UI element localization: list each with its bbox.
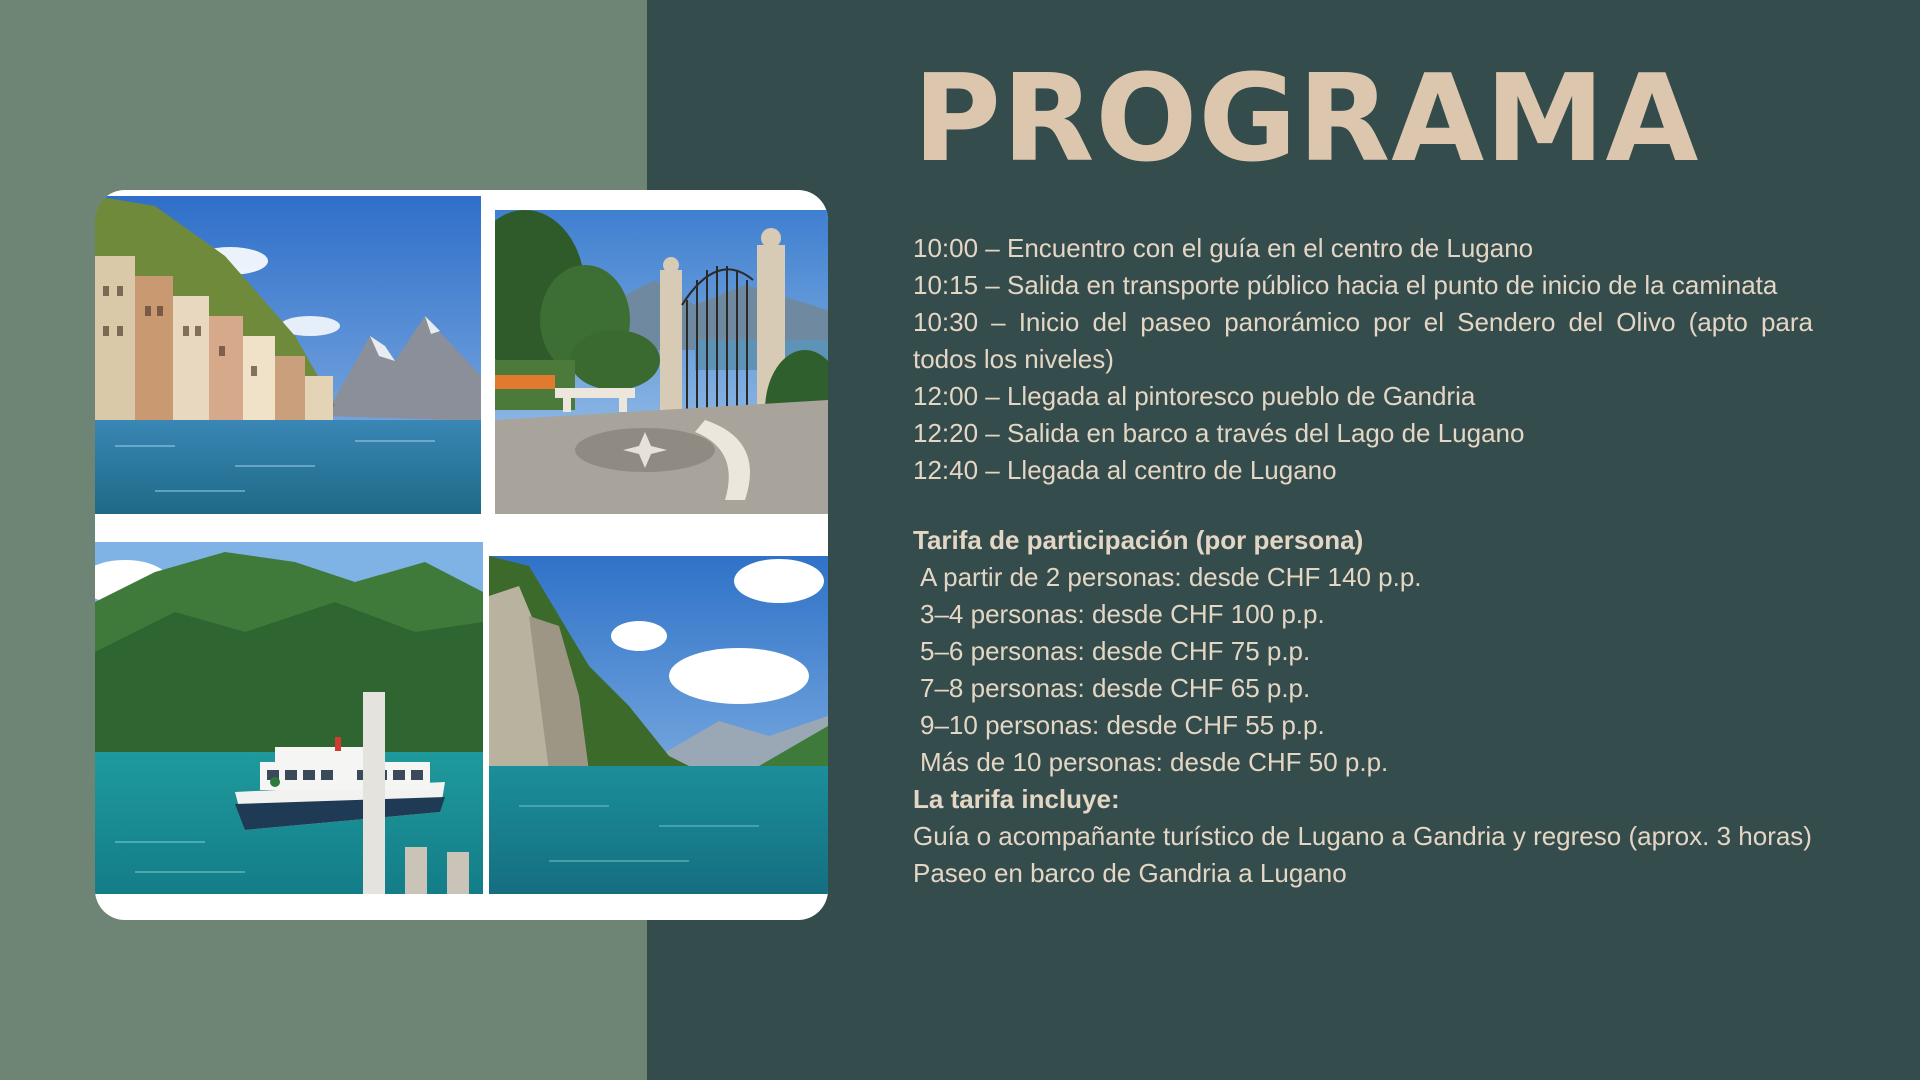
includes-item: Paseo en barco de Gandria a Lugano: [913, 858, 1347, 888]
price-item: 9–10 personas: desde CHF 55 p.p.: [920, 710, 1325, 740]
schedule-item: 12:40 – Llegada al centro de Lugano: [913, 455, 1337, 485]
schedule-item: 10:00 – Encuentro con el guía en el centro de Lugano: [913, 233, 1534, 263]
schedule-list: [913, 230, 1813, 489]
photo-cliff-lake: [489, 556, 828, 894]
pricing-heading: Tarifa de participación (por persona): [913, 525, 1364, 555]
price-item: 3–4 personas: desde CHF 100 p.p.: [920, 599, 1325, 629]
photo-garden-gate: [495, 210, 828, 514]
schedule-item: 10:30 – Inicio del paseo panorámico por el Sendero del Olivo (apto para todos los niveles): [913, 307, 1813, 374]
page-title: PROGRAMA: [913, 50, 1700, 189]
photo-collage: [95, 190, 828, 920]
schedule-item: 12:20 – Salida en barco a través del Lago de Lugano: [913, 418, 1525, 448]
pricing-section: [913, 522, 1813, 781]
price-item: Más de 10 personas: desde CHF 50 p.p.: [920, 747, 1389, 777]
schedule-item: 10:15 – Salida en transporte público hacia el punto de inicio de la caminata: [913, 270, 1778, 300]
photo-lakeside-village: [95, 196, 481, 514]
schedule-item: 12:00 – Llegada al pintoresco pueblo de Gandria: [913, 381, 1476, 411]
includes-item: Guía o acompañante turístico de Lugano a Gandria y regreso (aprox. 3 horas): [913, 821, 1812, 851]
includes-heading: La tarifa incluye:: [913, 784, 1120, 814]
price-item: A partir de 2 personas: desde CHF 140 p.p.: [920, 562, 1422, 592]
section-spacer: [913, 489, 1813, 522]
price-item: 5–6 personas: desde CHF 75 p.p.: [920, 636, 1311, 666]
photo-ferry-boat: [95, 542, 483, 894]
price-item: 7–8 personas: desde CHF 65 p.p.: [920, 673, 1311, 703]
program-content: [913, 230, 1813, 892]
includes-section: [913, 781, 1813, 892]
